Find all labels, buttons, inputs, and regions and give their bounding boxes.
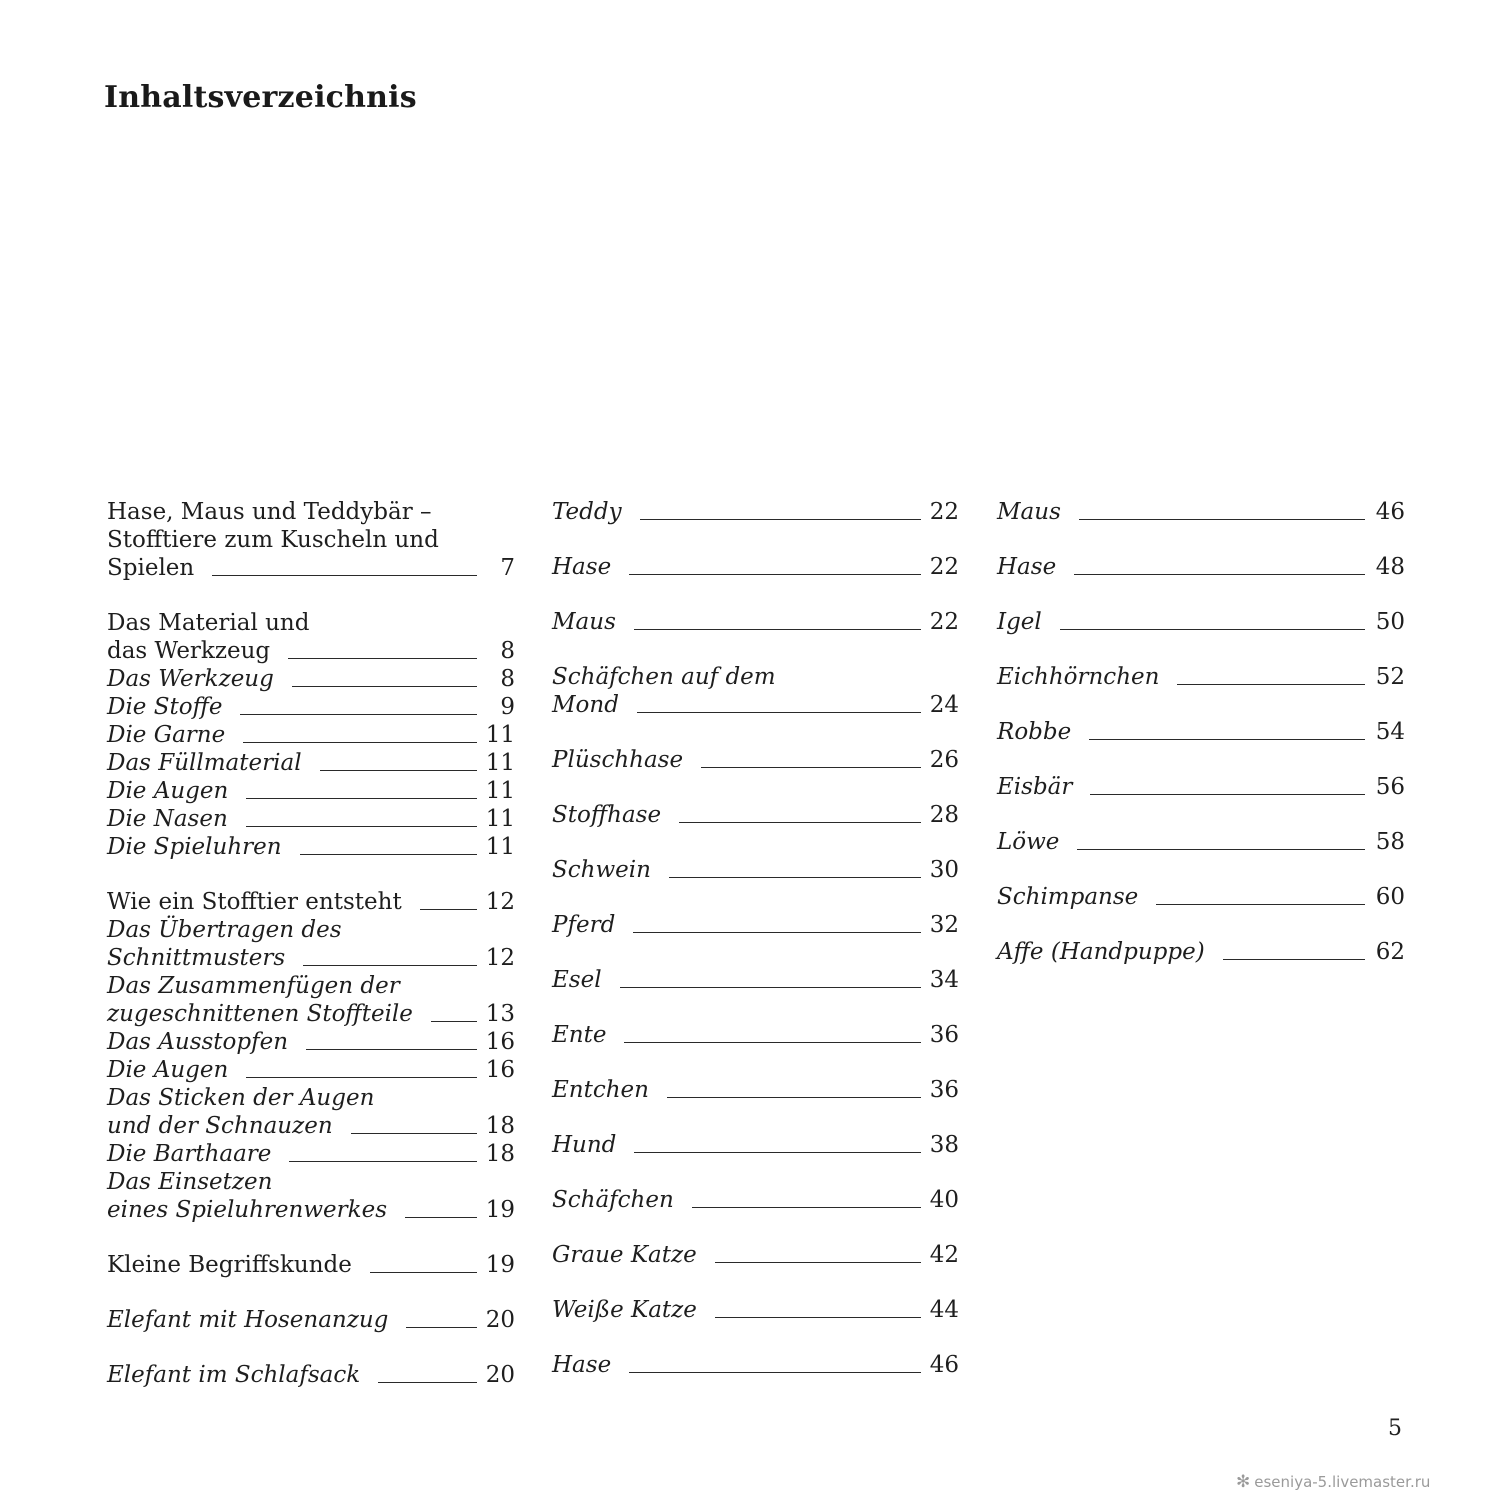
toc-entry-title: Das Füllmaterial (107, 750, 302, 776)
toc-entry-line (107, 944, 515, 972)
toc-page-number: 48 (1375, 554, 1405, 580)
toc-entry-title: Pferd (552, 912, 616, 938)
toc-entry-line (552, 663, 959, 691)
toc-entry-line (997, 828, 1405, 856)
toc-leader-line (289, 1161, 477, 1162)
toc-leader-line (212, 575, 477, 576)
toc-page-number: 36 (929, 1022, 959, 1048)
toc-leader-line (669, 877, 921, 878)
toc-entry-title: Maus (997, 499, 1061, 525)
toc-leader-line (303, 965, 477, 966)
toc-entry-line (552, 966, 959, 994)
toc-page-number: 11 (485, 722, 515, 748)
snowflake-icon: ✻ (1236, 1472, 1251, 1492)
toc-entry-title: Kleine Begriffskunde (107, 1252, 352, 1278)
toc-page-number: 30 (929, 857, 959, 883)
watermark-text: eseniya-5.livemaster.ru (1254, 1473, 1431, 1491)
toc-entry-title: Die Stoffe (107, 694, 223, 720)
toc-entry-title: Spielen (107, 555, 195, 581)
toc-entry-line (107, 1056, 515, 1084)
toc-page-number: 11 (485, 778, 515, 804)
toc-page-number: 50 (1375, 609, 1405, 635)
toc-leader-line (431, 1021, 477, 1022)
toc-column-2 (552, 498, 959, 1379)
toc-entry-title: Die Augen (107, 778, 229, 804)
toc-entry-title: Das Zusammenfügen der (107, 973, 400, 999)
toc-leader-line (701, 767, 921, 768)
toc-leader-line (1077, 849, 1365, 850)
toc-leader-line (679, 822, 921, 823)
toc-page-number: 11 (485, 806, 515, 832)
toc-page-number: 19 (485, 1252, 515, 1278)
toc-entry-line (107, 498, 515, 526)
toc-page-number: 19 (485, 1197, 515, 1223)
toc-leader-line (667, 1097, 921, 1098)
toc-page-number: 12 (485, 889, 515, 915)
toc-entry-line (107, 888, 515, 916)
toc-leader-line (715, 1262, 921, 1263)
toc-leader-line (1074, 574, 1365, 575)
toc-page-number: 22 (929, 499, 959, 525)
toc-entry-title: Die Garne (107, 722, 226, 748)
toc-leader-line (1223, 959, 1365, 960)
toc-leader-line (288, 658, 477, 659)
toc-entry-line (552, 1296, 959, 1324)
toc-entry-line (997, 883, 1405, 911)
toc-entry-title: Ente (552, 1022, 607, 1048)
toc-entry-title: Stofftiere zum Kuscheln und (107, 527, 439, 553)
toc-entry-title: Affe (Handpuppe) (997, 939, 1205, 965)
toc-leader-line (1079, 519, 1365, 520)
toc-entry-title: Robbe (997, 719, 1072, 745)
toc-page-number: 22 (929, 554, 959, 580)
toc-leader-line (246, 798, 477, 799)
toc-entry-title: Schäfchen auf dem (552, 664, 776, 690)
toc-page-number: 8 (500, 638, 515, 664)
toc-entry-title: Das Übertragen des (107, 917, 342, 943)
toc-entry-title: und der Schnauzen (107, 1113, 333, 1139)
toc-page-number: 24 (929, 692, 959, 718)
toc-entry-line (552, 608, 959, 636)
toc-entry-line (107, 1112, 515, 1140)
toc-leader-line (1156, 904, 1365, 905)
toc-entry-line (552, 1241, 959, 1269)
toc-entry-line (997, 498, 1405, 526)
toc-leader-line (420, 909, 477, 910)
toc-leader-line (406, 1327, 477, 1328)
toc-entry-line (552, 801, 959, 829)
toc-page-number: 40 (929, 1187, 959, 1213)
toc-entry-title: Schimpanse (997, 884, 1139, 910)
toc-page-number: 18 (485, 1141, 515, 1167)
toc-entry-title: Hund (552, 1132, 617, 1158)
toc-entry-line (107, 1196, 515, 1224)
toc-entry-title: zugeschnittenen Stoffteile (107, 1001, 413, 1027)
toc-leader-line (405, 1217, 477, 1218)
toc-leader-line (640, 519, 921, 520)
toc-entry-line (107, 805, 515, 833)
toc-page-number: 42 (929, 1242, 959, 1268)
toc-leader-line (634, 1152, 921, 1153)
toc-page-number: 58 (1375, 829, 1405, 855)
toc-entry-line (997, 938, 1405, 966)
toc-entry-line (107, 1361, 515, 1389)
toc-leader-line (629, 1372, 921, 1373)
toc-entry-line (107, 1168, 515, 1196)
toc-entry-line (552, 498, 959, 526)
toc-leader-line (246, 1077, 477, 1078)
toc-entry-title: Weiße Katze (552, 1297, 697, 1323)
toc-entry-title: Wie ein Stofftier entsteht (107, 889, 402, 915)
toc-entry-line (552, 691, 959, 719)
toc-entry-line (552, 746, 959, 774)
toc-entry-title: Die Nasen (107, 806, 228, 832)
toc-page-number: 44 (929, 1297, 959, 1323)
toc-entry-title: das Werkzeug (107, 638, 271, 664)
toc-entry-title: Stoffhase (552, 802, 662, 828)
toc-page-number: 52 (1375, 664, 1405, 690)
toc-page-number: 22 (929, 609, 959, 635)
toc-leader-line (306, 1049, 477, 1050)
toc-page-number: 60 (1375, 884, 1405, 910)
toc-entry-line (107, 526, 515, 554)
page-number: 5 (1388, 1416, 1402, 1441)
toc-entry-line (107, 1084, 515, 1112)
toc-page-number: 54 (1375, 719, 1405, 745)
toc-page-number: 46 (929, 1352, 959, 1378)
toc-leader-line (246, 826, 477, 827)
toc-entry-title: Maus (552, 609, 616, 635)
toc-entry-title: Graue Katze (552, 1242, 697, 1268)
toc-entry-line (997, 553, 1405, 581)
toc-page-number: 8 (500, 666, 515, 692)
toc-page-number: 16 (485, 1029, 515, 1055)
toc-leader-line (243, 742, 477, 743)
toc-page-number: 26 (929, 747, 959, 773)
toc-page-number: 46 (1375, 499, 1405, 525)
toc-page-number: 28 (929, 802, 959, 828)
toc-entry-line (107, 1028, 515, 1056)
toc-page-number: 9 (500, 694, 515, 720)
toc-entry-line (997, 718, 1405, 746)
toc-page-number: 34 (929, 967, 959, 993)
toc-page-number: 13 (485, 1001, 515, 1027)
watermark (1236, 1472, 1430, 1492)
toc-leader-line (629, 574, 921, 575)
toc-entry-title: Hase (552, 554, 612, 580)
toc-entry-title: Das Ausstopfen (107, 1029, 289, 1055)
toc-leader-line (1060, 629, 1365, 630)
toc-entry-line (107, 833, 515, 861)
toc-leader-line (300, 854, 477, 855)
toc-page-number: 38 (929, 1132, 959, 1158)
toc-leader-line (378, 1382, 477, 1383)
toc-entry-line (107, 1140, 515, 1168)
toc-entry-title: Das Sticken der Augen (107, 1085, 375, 1111)
toc-entry-line (107, 665, 515, 693)
toc-entry-line (997, 663, 1405, 691)
toc-entry-line (552, 553, 959, 581)
toc-entry-line (107, 637, 515, 665)
toc-entry-title: Schäfchen (552, 1187, 674, 1213)
toc-entry-line (107, 777, 515, 805)
toc-entry-line (552, 1131, 959, 1159)
toc-entry-title: Schnittmusters (107, 945, 286, 971)
toc-entry-line (997, 608, 1405, 636)
toc-entry-title: Elefant mit Hosenanzug (107, 1307, 389, 1333)
toc-entry-title: Teddy (552, 499, 622, 525)
toc-leader-line (370, 1272, 477, 1273)
toc-page-number: 18 (485, 1113, 515, 1139)
toc-leader-line (692, 1207, 921, 1208)
toc-entry-title: Plüschhase (552, 747, 684, 773)
toc-entry-title: Mond (552, 692, 619, 718)
toc-page-number: 56 (1375, 774, 1405, 800)
toc-entry-title: Eichhörnchen (997, 664, 1160, 690)
toc-entry-title: Hase (997, 554, 1057, 580)
toc-entry-title: Schwein (552, 857, 651, 883)
toc-page-number: 7 (500, 555, 515, 581)
toc-entry-line (552, 1021, 959, 1049)
toc-page-number: 20 (485, 1307, 515, 1333)
toc-leader-line (634, 629, 921, 630)
toc-page-number: 11 (485, 750, 515, 776)
toc-leader-line (620, 987, 921, 988)
toc-entry-line (552, 1076, 959, 1104)
toc-entry-title: Die Augen (107, 1057, 229, 1083)
toc-entry-title: Entchen (552, 1077, 649, 1103)
toc-entry-line (107, 1251, 515, 1279)
toc-entry-title: Hase (552, 1352, 612, 1378)
toc-page-number: 62 (1375, 939, 1405, 965)
toc-entry-line (107, 609, 515, 637)
toc-leader-line (715, 1317, 921, 1318)
toc-column-1 (107, 498, 515, 1389)
toc-entry-title: Eisbär (997, 774, 1073, 800)
toc-entry-title: Das Material und (107, 610, 310, 636)
toc-page-number: 36 (929, 1077, 959, 1103)
toc-leader-line (240, 714, 477, 715)
toc-entry-line (107, 916, 515, 944)
toc-leader-line (320, 770, 477, 771)
toc-entry-line (107, 1000, 515, 1028)
toc-leader-line (351, 1133, 477, 1134)
toc-entry-title: Die Barthaare (107, 1141, 272, 1167)
toc-entry-title: Elefant im Schlafsack (107, 1362, 361, 1388)
toc-entry-line (997, 773, 1405, 801)
toc-entry-title: Die Spieluhren (107, 834, 282, 860)
toc-entry-line (552, 911, 959, 939)
toc-entry-line (107, 721, 515, 749)
toc-entry-line (107, 554, 515, 582)
toc-entry-title: Esel (552, 967, 602, 993)
toc-leader-line (633, 932, 921, 933)
toc-entry-line (107, 972, 515, 1000)
toc-column-3 (997, 498, 1405, 966)
page-title: Inhaltsverzeichnis (104, 80, 417, 115)
toc-entry-line (107, 693, 515, 721)
toc-page-number: 20 (485, 1362, 515, 1388)
toc-entry-title: Igel (997, 609, 1042, 635)
toc-leader-line (637, 712, 921, 713)
toc-page-number: 32 (929, 912, 959, 938)
toc-page-number: 12 (485, 945, 515, 971)
toc-leader-line (1090, 794, 1365, 795)
toc-entry-title: Löwe (997, 829, 1060, 855)
toc-entry-title: Das Einsetzen (107, 1169, 273, 1195)
toc-entry-line (552, 1351, 959, 1379)
toc-entry-title: Das Werkzeug (107, 666, 274, 692)
toc-leader-line (624, 1042, 921, 1043)
toc-entry-line (107, 749, 515, 777)
toc-page-number: 16 (485, 1057, 515, 1083)
toc-entry-line (552, 1186, 959, 1214)
toc-leader-line (1177, 684, 1365, 685)
toc-entry-line (552, 856, 959, 884)
toc-entry-title: Hase, Maus und Teddybär – (107, 499, 432, 525)
toc-page-number: 11 (485, 834, 515, 860)
toc-leader-line (292, 686, 477, 687)
toc-entry-title: eines Spieluhrenwerkes (107, 1197, 387, 1223)
toc-entry-line (107, 1306, 515, 1334)
toc-leader-line (1089, 739, 1365, 740)
